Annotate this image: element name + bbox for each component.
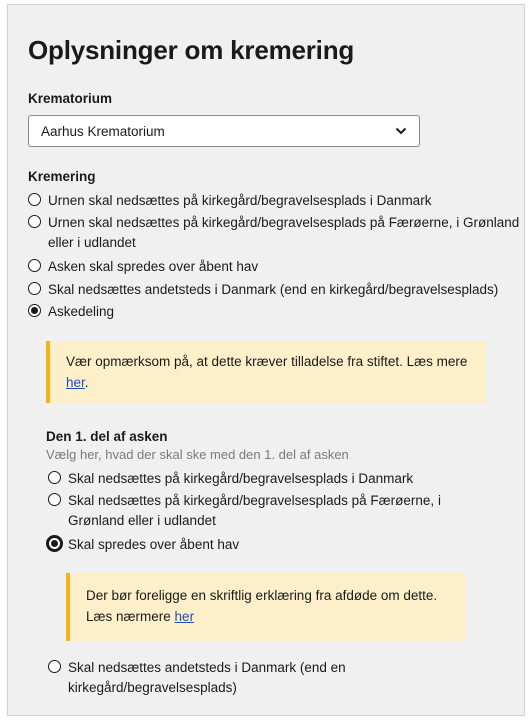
option-label-line2: eller i udlandet [48, 235, 136, 250]
radio-button-selected[interactable] [28, 304, 41, 317]
notice-period: . [84, 375, 89, 390]
option-label: Askedeling [48, 304, 115, 319]
option-label: Skal nedsættes på kirkegård/begravelsesplads på Færøerne, i [68, 493, 441, 508]
option-label: Asken skal spredes over åbent hav [48, 259, 259, 274]
page-title: Oplysninger om kremering [28, 35, 355, 65]
part1-label: Den 1. del af asken [46, 429, 168, 444]
cremation-label: Kremering [28, 169, 96, 184]
option-label: Skal nedsættes andetsteds i Danmark (end en [68, 660, 346, 675]
notice-text-2: Læs nærmere [86, 609, 171, 624]
option-label: Urnen skal nedsættes på kirkegård/begravelsesplads på Færøerne, i Grønland [48, 215, 520, 230]
radio-button[interactable] [48, 493, 61, 506]
option-label: Skal spredes over åbent hav [68, 537, 240, 552]
crematorium-label: Krematorium [28, 91, 113, 106]
option-label: Skal nedsættes på kirkegård/begravelsesplads i Danmark [68, 471, 414, 486]
part1-option-elsewhere[interactable] [48, 658, 508, 698]
split-permission-notice [46, 341, 486, 403]
part1-hint: Vælg her, hvad der skal ske med den 1. del af asken [46, 447, 349, 462]
radio-button[interactable] [48, 660, 61, 673]
radio-button[interactable] [28, 193, 41, 206]
radio-button[interactable] [48, 471, 61, 484]
option-label-line2: Grønland eller i udlandet [68, 513, 216, 528]
chevron-down-icon [395, 126, 407, 136]
radio-button[interactable] [28, 259, 41, 272]
option-label: Urnen skal nedsættes på kirkegård/begravelsesplads i Danmark [48, 193, 432, 208]
crematorium-selected-value: Aarhus Krematorium [41, 124, 165, 139]
declaration-notice [66, 573, 466, 641]
notice-text: Vær opmærksom på, at dette kræver tilladelse fra stiftet. Læs mere [66, 354, 468, 369]
radio-button-selected[interactable] [48, 537, 61, 550]
crematorium-select[interactable] [28, 115, 420, 147]
option-label: Skal nedsættes andetsteds i Danmark (end en kirkegård/begravelsesplads) [48, 282, 499, 297]
cremation-option-abroad[interactable] [28, 213, 518, 253]
part1-option-abroad[interactable] [48, 491, 508, 531]
option-label-line2: kirkegård/begravelsesplads) [68, 680, 237, 695]
radio-button[interactable] [28, 215, 41, 228]
cremation-panel [7, 4, 525, 716]
notice-text: Der bør foreligge en skriftlig erklæring fra afdøde om dette. [86, 588, 438, 603]
notice-link[interactable]: her [174, 609, 195, 624]
notice-link[interactable]: her [66, 375, 85, 390]
radio-button[interactable] [28, 282, 41, 295]
